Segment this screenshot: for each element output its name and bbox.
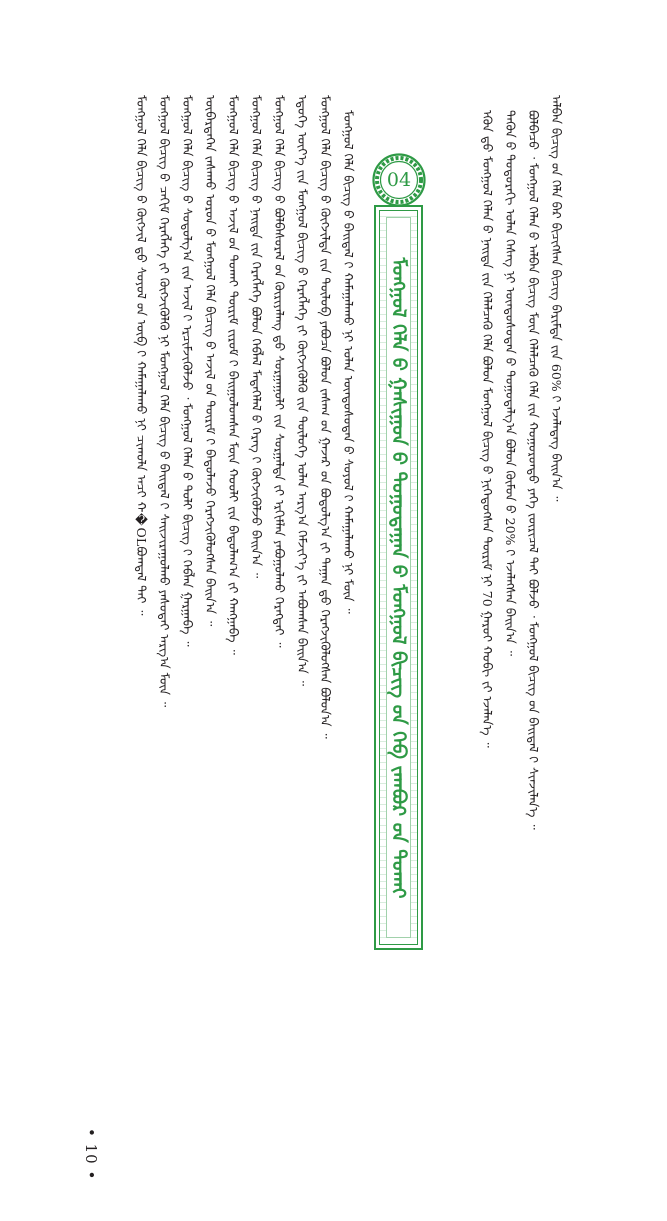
body-text-line-2: ᠮᠣᠩᠭᠣᠯ ᠬᠡᠯᠡ ᠪᠢᠴᠢᠭ ᠦ᠌ ᠬᠦᠭᠵᠢᠯᠲᠡ ᠶ᠋ᠢᠨ ᠲᠥᠯᠦᠪ ᠶᠠᠪᠤᠴᠠ ᠪᠣᠯᠤᠨ ᠵᠠᠰᠠᠭ ᠤ᠋ᠨ ᠭᠠᠵᠠᠷ ᠤ᠋ᠨ ᠪᠣᠳᠤᠯᠭ᠎ᠠ ᠶ᠋ᠢ ᠳᠠᠭᠠᠨ ᠳ᠋ᠤ᠌ ᠬᠡᠷᠡᠭᠵᠢᠭᠦᠯᠦᠭᠰᠡᠨ ᠪᠣᠯᠤᠨ᠎ᠠ ᠃ xyxy=(318,95,333,739)
body-text-line-10: ᠮᠣᠩᠭᠣᠯ ᠬᠡᠯᠡ ᠪᠢᠴᠢᠭ ᠦ᠌ ᠬᠥᠭᠵᠢᠯ ᠳ᠋ᠦ᠍ ᠰᠣᠶᠣᠯ ᠤ᠋ᠨ ᠥᠪ ᠢ᠋ ᠬᠠᠮᠠᠭᠠᠯᠠᠬᠤ ᠨᠢ ᠴᠢᠬᠤᠯᠠ ᠠᠴᠢ ᠬ�OLᠪᠣᠭᠳᠠᠯ ᠲᠠᠢ ᠃ xyxy=(134,95,149,616)
body-text-line-8: ᠮᠣᠩᠭᠣᠯ ᠬᠡᠯᠡ ᠪᠢᠴᠢᠭ ᠦ᠌ ᠰᠤᠳᠤᠯᠭ᠎ᠠ ᠶ᠋ᠢᠨ ᠠᠵᠢᠯ ᠢ᠋ ᠡᠷᠴᠢᠮᠵᠢᠭᠦᠯᠵᠦ ᠂ ᠮᠣᠩᠭᠣᠯ ᠬᠡᠯᠡᠨ ᠦ᠌ ᠲᠣᠯᠢ ᠪᠢᠴᠢᠭ ᠢ᠋ ᠬᠡᠪᠯᠡᠨ ᠭᠠᠷᠭᠠᠪᠠ ᠃ xyxy=(180,95,195,647)
upper-text-line-4: ᠡᠭᠦᠨ ᠳ᠋ᠦ᠍ ᠮᠣᠩᠭᠣᠯ ᠬᠡᠯᠡᠨ ᠦ᠌ ᠨᠡᠢᠲᠡ ᠶ᠋ᠢᠨ ᠬᠡᠯᠡᠯᠴᠡᠬᠦ ᠬᠡᠯᠡ ᠪᠣᠯᠤᠨ ᠮᠣᠩᠭᠣᠯ ᠪᠢᠴᠢᠭ ᠦ᠌ ᠨᠢᠭᠡᠳᠦᠭᠰᠡᠨ ᠳᠦᠷᠢᠮ ᠨᠢ 70 ᠭᠠᠷᠤᠢ ᠬᠤᠪᠢ ᠶ᠋ᠢ ᠡᠵᠡᠯᠡᠨ᠎ᠡ ᠃ xyxy=(480,110,495,748)
upper-text-line-2: ᠪᠣᠯᠪᠠᠴᠤ ᠂ ᠮᠣᠩᠭᠣᠯ ᠬᠡᠯᠡᠨ ᠦ᠌ ᠠᠯᠪᠠᠨ ᠪᠢᠴᠢᠭ ᠮᠥᠨ ᠬᠡᠯᠡᠯᠴᠡᠬᠦ ᠬᠡᠯᠡ ᠶ᠋ᠢᠨ ᠬᠣᠭᠣᠷᠣᠨᠳᠤ ᠶᠡᠬᠡ ᠵᠥᠷᠢᠴᠡᠯ ᠲᠠᠢ ᠪᠣᠯᠵᠤ ᠂ ᠮᠣᠩᠭᠣᠯ ᠪᠢᠴᠢᠭ ᠤ᠋ᠨ ᠪᠠᠢᠳᠠᠯ ᠢ᠋ ᠰᠢᠨᠵᠢᠯᠡᠨ᠎ᠡ ᠃ xyxy=(526,110,541,830)
body-text-line-3: ᠡᠳᠦᠭᠡ ᠦᠶ᠎ᠡ ᠶ᠋ᠢᠨ ᠮᠣᠩᠭᠣᠯ ᠪᠢᠴᠢᠭ ᠦ᠌ ᠬᠡᠷᠡᠭᠯᠡᠭᠡ ᠶ᠋ᠢ ᠬᠦᠭᠵᠢᠭᠦᠯᠬᠦ ᠶ᠋ᠢᠨ ᠲᠥᠯᠦᠭᠡ ᠣᠯᠠᠨ ᠠᠷᠭ᠎ᠠ ᠬᠡᠮᠵᠢᠶ᠎ᠡ ᠶ᠋ᠢ ᠠᠪᠤᠭᠰᠠᠨ ᠪᠠᠢᠨ᠎ᠠ ᠃ xyxy=(295,95,310,686)
upper-text-line-1: ᠠᠯᠪᠠᠨ ᠪᠢᠴᠢᠭ ᠤ᠋ᠨ ᠬᠡᠯᠡ ᠪᠠᠷ ᠪᠢᠴᠢᠭᠰᠡᠨ ᠪᠢᠴᠢᠭ ᠪᠠᠷᠢᠮᠲᠠ ᠶ᠋ᠢᠨ 60% ᠢ᠋ ᠡᠵᠡᠯᠡᠳᠡᠭ ᠪᠠᠢᠨ᠎ᠠ ᠃ xyxy=(549,95,564,502)
section-number: 04 xyxy=(386,169,412,191)
body-text-line-1: ᠮᠣᠩᠭᠣᠯ ᠬᠡᠯᠡ ᠪᠢᠴᠢᠭ ᠦ᠌ ᠪᠠᠢᠳᠠᠯ ᠢ᠋ ᠬᠠᠮᠠᠭᠠᠯᠠᠬᠤ ᠨᠢ ᠣᠯᠠᠨ ᠦᠨᠳᠦᠰᠦᠲᠡᠨ ᠦ᠌ ᠰᠣᠶᠣᠯ ᠢ᠋ ᠬᠠᠮᠠᠭᠠᠯᠠᠬᠤ ᠨᠢ ᠮᠥᠨ ᠃ xyxy=(341,110,356,614)
heading-panel xyxy=(386,217,411,938)
section-number-badge xyxy=(372,153,426,207)
section-title: ᠮᠣᠩᠭᠣᠯ ᠬᠡᠯᠡ ᠤ᠋ ᠭᠠᠰᠢᠭᠤᠨ ᠤ᠋ ᠳᠤᠭᠤᠳᠠᠭᠠᠨ ᠤ᠋ ᠮᠣᠩᠭᠣᠯ ᠪᠢᠴᠢᠭ ᠤ᠋ᠨ ᠬᠡᠪ ᠵᠠᠭᠪᠤᠷ ᠤ᠋ᠨ ᠲᠤᠬᠠᠢ xyxy=(387,256,410,899)
page-number: • 10 • xyxy=(82,1128,100,1181)
body-text-line-5: ᠮᠣᠩᠭᠣᠯ ᠬᠡᠯᠡ ᠪᠢᠴᠢᠭ ᠦ᠌ ᠨᠡᠢᠲᠡ ᠶ᠋ᠢᠨ ᠬᠡᠷᠡᠭᠯᠡᠭᠡ ᠪᠣᠯᠤᠨ ᠬᠡᠪᠯᠡᠯ ᠮᠡᠳᠡᠭᠡᠯᠡᠯ ᠦ᠌ ᠬᠡᠷᠡᠭ ᠢ᠋ ᠬᠥᠭᠵᠢᠭᠦᠯᠵᠦ ᠪᠠᠢᠨ᠎ᠠ ᠃ xyxy=(249,95,264,579)
section-heading-frame xyxy=(374,205,423,950)
body-text-line-6: ᠮᠣᠩᠭᠣᠯ ᠬᠡᠯᠡ ᠪᠢᠴᠢᠭ ᠦ᠌ ᠠᠵᠢᠯ ᠤ᠋ᠨ ᠲᠤᠬᠠᠢ ᠳᠦᠷᠢᠮ ᠵᠢᠷᠤᠮ ᠢ᠋ ᠪᠠᠢᠭᠤᠯᠤᠭᠰᠠᠨ ᠮᠥᠨ ᠬᠤᠤᠯᠢ ᠶ᠋ᠢᠨ ᠪᠠᠲᠤᠯᠠᠭ᠎ᠠ ᠶ᠋ᠢ ᠬᠠᠩᠭᠠᠪᠠ ᠃ xyxy=(226,95,241,655)
body-text-line-4: ᠮᠣᠩᠭᠣᠯ ᠬᠡᠯᠡ ᠪᠢᠴᠢᠭ ᠦ᠌ ᠪᠣᠯᠪᠠᠰᠤᠷᠠᠯ ᠤ᠋ᠨ ᠬᠦᠷᠢᠶᠡᠯᠡᠩ ᠳ᠋ᠦ᠍ ᠰᠤᠷᠭᠠᠭᠤᠯᠢ ᠶ᠋ᠢᠨ ᠰᠤᠷᠭᠠᠯᠲᠠ ᠶ᠋ᠢ ᠡᠷᠬᠢᠮᠯᠡᠨ ᠶᠠᠪᠤᠭᠤᠯᠬᠤ ᠬᠡᠷᠡᠭᠲᠡᠢ ᠃ xyxy=(272,95,287,648)
upper-text-line-3: ᠲᠡᠭᠦᠨ ᠦ᠌ ᠳᠣᠲᠣᠷᠠᠬᠢ ᠣᠯᠠᠨ ᠬᠡᠰᠡᠭ ᠨᠢ ᠦᠨᠳᠦᠰᠦᠲᠡᠨ ᠦ᠌ ᠳᠤᠭᠤᠳᠠᠯᠭ᠎ᠠ ᠪᠣᠯᠤᠨ ᠬᠦᠮᠦᠨ ᠦ᠌ 20% ᠢ᠋ ᠡᠵᠡᠯᠡᠭᠰᠡᠨ ᠪᠠᠢᠨ᠎ᠠ ᠃ xyxy=(503,110,518,656)
body-text-line-9: ᠮᠣᠩᠭᠣᠯ ᠪᠢᠴᠢᠭ ᠦ᠌ ᠴᠠᠬᠢᠮ ᠬᠡᠷᠡᠭᠯᠡᠭᠡ ᠶ᠋ᠢ ᠬᠥᠭᠵᠢᠭᠦᠯᠬᠦ ᠨᠢ ᠮᠣᠩᠭᠣᠯ ᠬᠡᠯᠡ ᠪᠢᠴᠢᠭ ᠦ᠌ ᠪᠠᠢᠳᠠᠯ ᠢ᠋ ᠰᠠᠢᠵᠢᠷᠠᠭᠤᠯᠬᠤ ᠶᠠᠰᠤᠲᠠᠢ ᠠᠷᠭ᠎ᠠ ᠮᠥᠨ ᠃ xyxy=(157,95,172,708)
heading-pattern-border xyxy=(379,210,418,945)
body-text-line-7: ᠥᠪᠡᠷᠲᠡᠭᠡᠨ ᠵᠠᠰᠠᠬᠤ ᠣᠷᠤᠨ ᠤ᠋ ᠮᠣᠩᠭᠣᠯ ᠬᠡᠯᠡ ᠪᠢᠴᠢᠭ ᠦ᠌ ᠠᠵᠢᠯ ᠤ᠋ᠨ ᠳᠦᠷᠢᠮ ᠢ᠋ ᠪᠠᠲᠤᠯᠠᠵᠤ ᠬᠡᠷᠡᠭᠵᠢᠭᠦᠯᠦᠭᠰᠡᠨ ᠪᠠᠢᠨ᠎ᠠ ᠃ xyxy=(203,95,218,627)
